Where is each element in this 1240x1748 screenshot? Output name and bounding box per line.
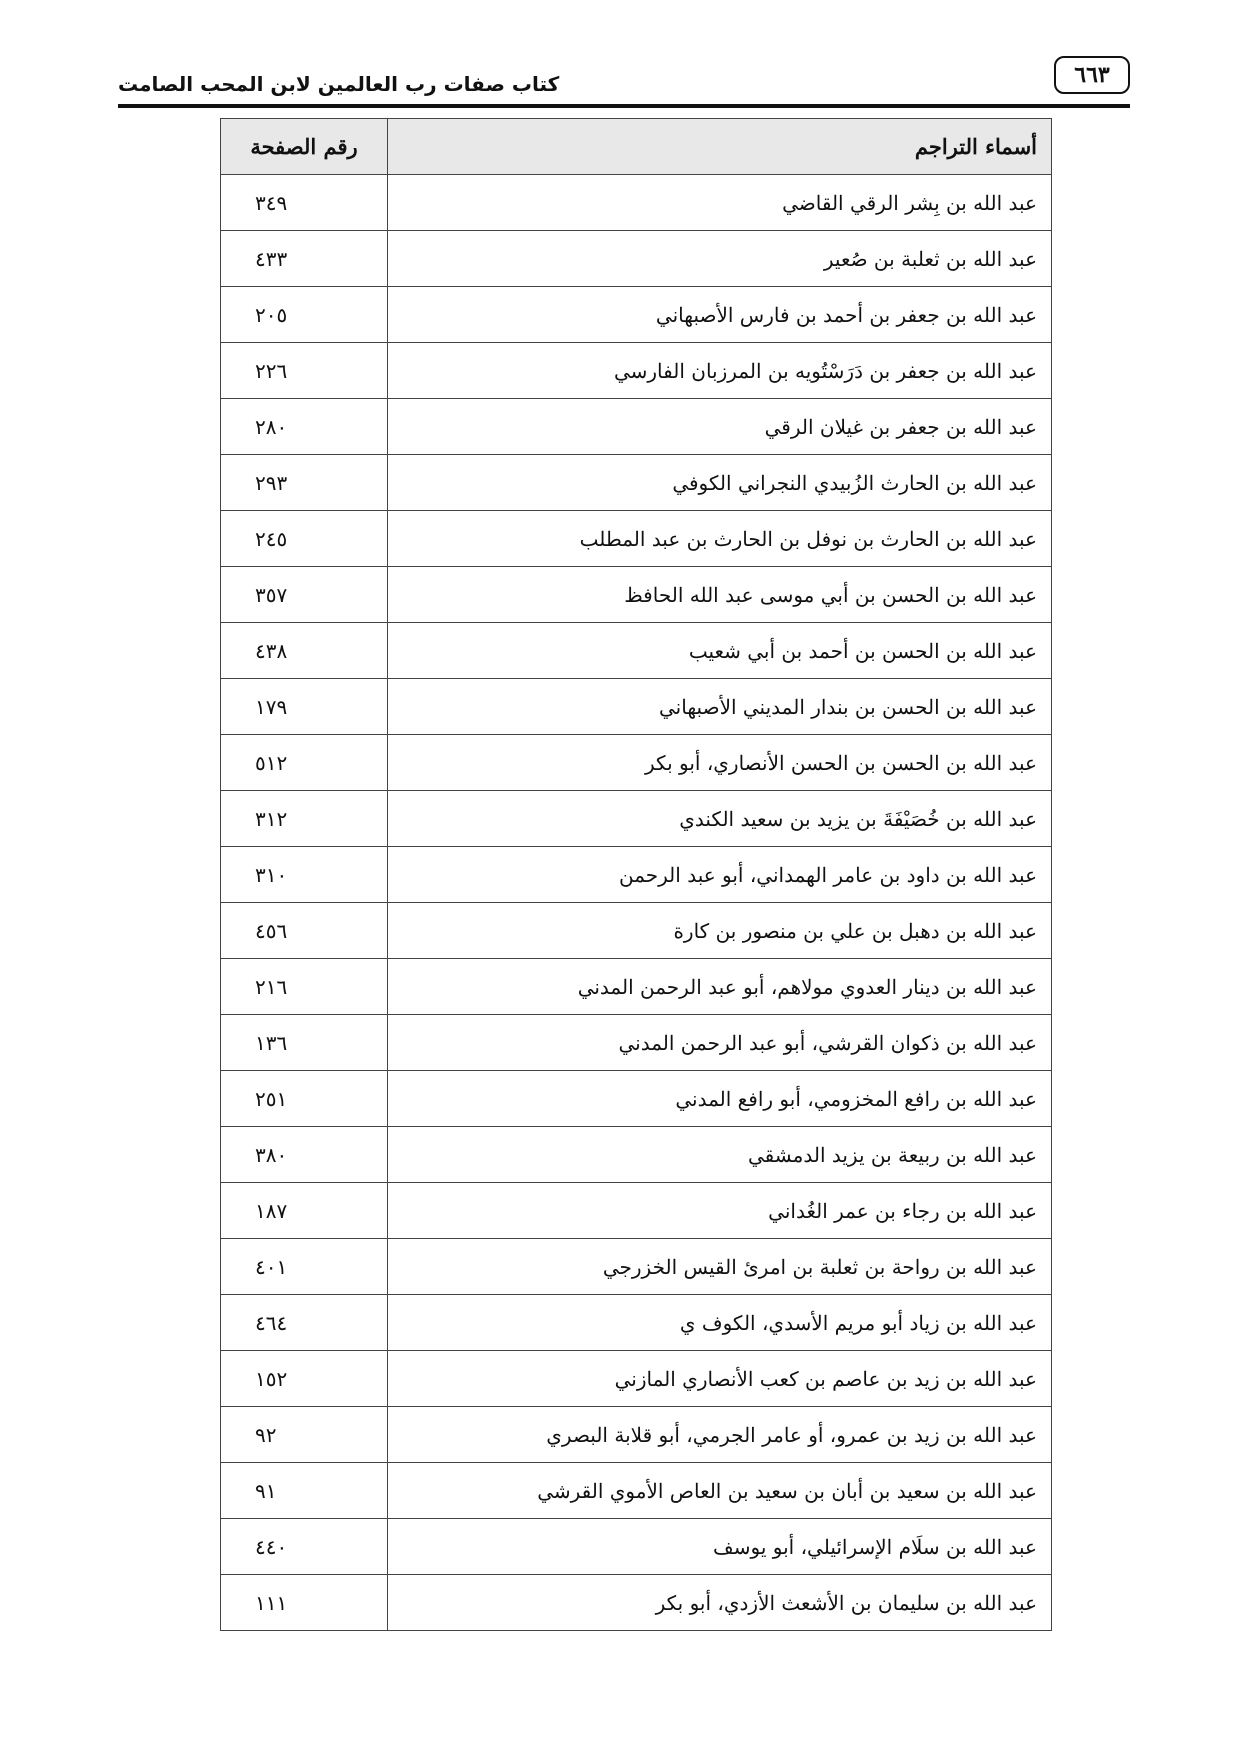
page-number: ٦٦٣ xyxy=(1054,56,1130,94)
table-row xyxy=(221,679,1052,735)
table-row xyxy=(221,1015,1052,1071)
page-number-cell: ٢٠٥ xyxy=(221,287,388,343)
page-number-cell: ١٥٢ xyxy=(221,1351,388,1407)
column-header-names: أسماء التراجم xyxy=(388,119,1052,175)
table-row xyxy=(221,1071,1052,1127)
biography-name-cell: عبد الله بن زيد بن عاصم بن كعب الأنصاري المازني xyxy=(388,1351,1052,1407)
page-number-cell: ٤٥٦ xyxy=(221,903,388,959)
biography-name-cell: عبد الله بن الحسن بن الحسن الأنصاري، أبو بكر xyxy=(388,735,1052,791)
page-number-cell: ٢٨٠ xyxy=(221,399,388,455)
table-body xyxy=(221,175,1052,1631)
page-header xyxy=(118,56,1130,108)
page-number-cell: ٤٣٣ xyxy=(221,231,388,287)
book-title: كتاب صفات رب العالمين لابن المحب الصامت xyxy=(118,72,560,96)
table-row xyxy=(221,511,1052,567)
page-number-cell: ١٨٧ xyxy=(221,1183,388,1239)
table-header-row xyxy=(221,119,1052,175)
table-row xyxy=(221,1127,1052,1183)
table-row xyxy=(221,959,1052,1015)
biography-name-cell: عبد الله بن زيد بن عمرو، أو عامر الجرمي، أبو قلابة البصري xyxy=(388,1407,1052,1463)
page-number-cell: ٢٤٥ xyxy=(221,511,388,567)
page-number-cell: ٤٦٤ xyxy=(221,1295,388,1351)
page-number-cell: ١٧٩ xyxy=(221,679,388,735)
page-number-cell: ٤٤٠ xyxy=(221,1519,388,1575)
page-number-cell: ٤٠١ xyxy=(221,1239,388,1295)
biography-name-cell: عبد الله بن ذكوان القرشي، أبو عبد الرحمن المدني xyxy=(388,1015,1052,1071)
biography-name-cell: عبد الله بن سليمان بن الأشعث الأزدي، أبو بكر xyxy=(388,1575,1052,1631)
table-row xyxy=(221,1463,1052,1519)
biography-name-cell: عبد الله بن الحارث بن نوفل بن الحارث بن عبد المطلب xyxy=(388,511,1052,567)
biography-name-cell: عبد الله بن الحسن بن بندار المديني الأصبهاني xyxy=(388,679,1052,735)
table-row xyxy=(221,175,1052,231)
page-number-cell: ٢٢٦ xyxy=(221,343,388,399)
table-row xyxy=(221,1519,1052,1575)
page-number-cell: ٥١٢ xyxy=(221,735,388,791)
page-number-cell: ٢٩٣ xyxy=(221,455,388,511)
page-number-cell: ١٣٦ xyxy=(221,1015,388,1071)
table-row xyxy=(221,1239,1052,1295)
biographies-index-table xyxy=(220,118,1052,1631)
page-number-cell: ١١١ xyxy=(221,1575,388,1631)
biography-name-cell: عبد الله بن خُصَيْفَةَ بن يزيد بن سعيد الكندي xyxy=(388,791,1052,847)
biography-name-cell: عبد الله بن رافع المخزومي، أبو رافع المدني xyxy=(388,1071,1052,1127)
table-row xyxy=(221,1575,1052,1631)
table-row xyxy=(221,847,1052,903)
table-row xyxy=(221,455,1052,511)
biography-name-cell: عبد الله بن جعفر بن غيلان الرقي xyxy=(388,399,1052,455)
table-row xyxy=(221,399,1052,455)
biography-name-cell: عبد الله بن ربيعة بن يزيد الدمشقي xyxy=(388,1127,1052,1183)
page-number-cell: ٣١٠ xyxy=(221,847,388,903)
table-row xyxy=(221,903,1052,959)
table-row xyxy=(221,1295,1052,1351)
biography-name-cell: عبد الله بن رواحة بن ثعلبة بن امرئ القيس الخزرجي xyxy=(388,1239,1052,1295)
table-row xyxy=(221,567,1052,623)
biography-name-cell: عبد الله بن داود بن عامر الهمداني، أبو عبد الرحمن xyxy=(388,847,1052,903)
header-rule xyxy=(118,104,1130,108)
table-row xyxy=(221,1407,1052,1463)
biography-name-cell: عبد الله بن الحسن بن أحمد بن أبي شعيب xyxy=(388,623,1052,679)
page-number-cell: ٢١٦ xyxy=(221,959,388,1015)
table-row xyxy=(221,231,1052,287)
biography-name-cell: عبد الله بن رجاء بن عمر الغُداني xyxy=(388,1183,1052,1239)
biography-name-cell: عبد الله بن ثعلبة بن صُعير xyxy=(388,231,1052,287)
column-header-page: رقم الصفحة xyxy=(221,119,388,175)
biography-name-cell: عبد الله بن سعيد بن أبان بن سعيد بن العاص الأموي القرشي xyxy=(388,1463,1052,1519)
page-number-cell: ٣١٢ xyxy=(221,791,388,847)
page-number-cell: ٢٥١ xyxy=(221,1071,388,1127)
biography-name-cell: عبد الله بن بِشر الرقي القاضي xyxy=(388,175,1052,231)
table-row xyxy=(221,287,1052,343)
biography-name-cell: عبد الله بن دينار العدوي مولاهم، أبو عبد الرحمن المدني xyxy=(388,959,1052,1015)
page-number-cell: ٣٨٠ xyxy=(221,1127,388,1183)
biography-name-cell: عبد الله بن دهبل بن علي بن منصور بن كارة xyxy=(388,903,1052,959)
page-number-cell: ٩٢ xyxy=(221,1407,388,1463)
page-number-cell: ٩١ xyxy=(221,1463,388,1519)
page-number-cell: ٤٣٨ xyxy=(221,623,388,679)
table-row xyxy=(221,735,1052,791)
page-number-cell: ٣٥٧ xyxy=(221,567,388,623)
table-row xyxy=(221,1351,1052,1407)
table-row xyxy=(221,1183,1052,1239)
biography-name-cell: عبد الله بن سلَام الإسرائيلي، أبو يوسف xyxy=(388,1519,1052,1575)
biography-name-cell: عبد الله بن الحارث الزُبيدي النجراني الكوفي xyxy=(388,455,1052,511)
table-row xyxy=(221,623,1052,679)
biography-name-cell: عبد الله بن جعفر بن دَرَسْتُويه بن المرزبان الفارسي xyxy=(388,343,1052,399)
page-number-cell: ٣٤٩ xyxy=(221,175,388,231)
table-row xyxy=(221,343,1052,399)
biography-name-cell: عبد الله بن جعفر بن أحمد بن فارس الأصبهاني xyxy=(388,287,1052,343)
biography-name-cell: عبد الله بن الحسن بن أبي موسى عبد الله الحافظ xyxy=(388,567,1052,623)
biography-name-cell: عبد الله بن زياد أبو مريم الأسدي، الكوف ي xyxy=(388,1295,1052,1351)
table-row xyxy=(221,791,1052,847)
